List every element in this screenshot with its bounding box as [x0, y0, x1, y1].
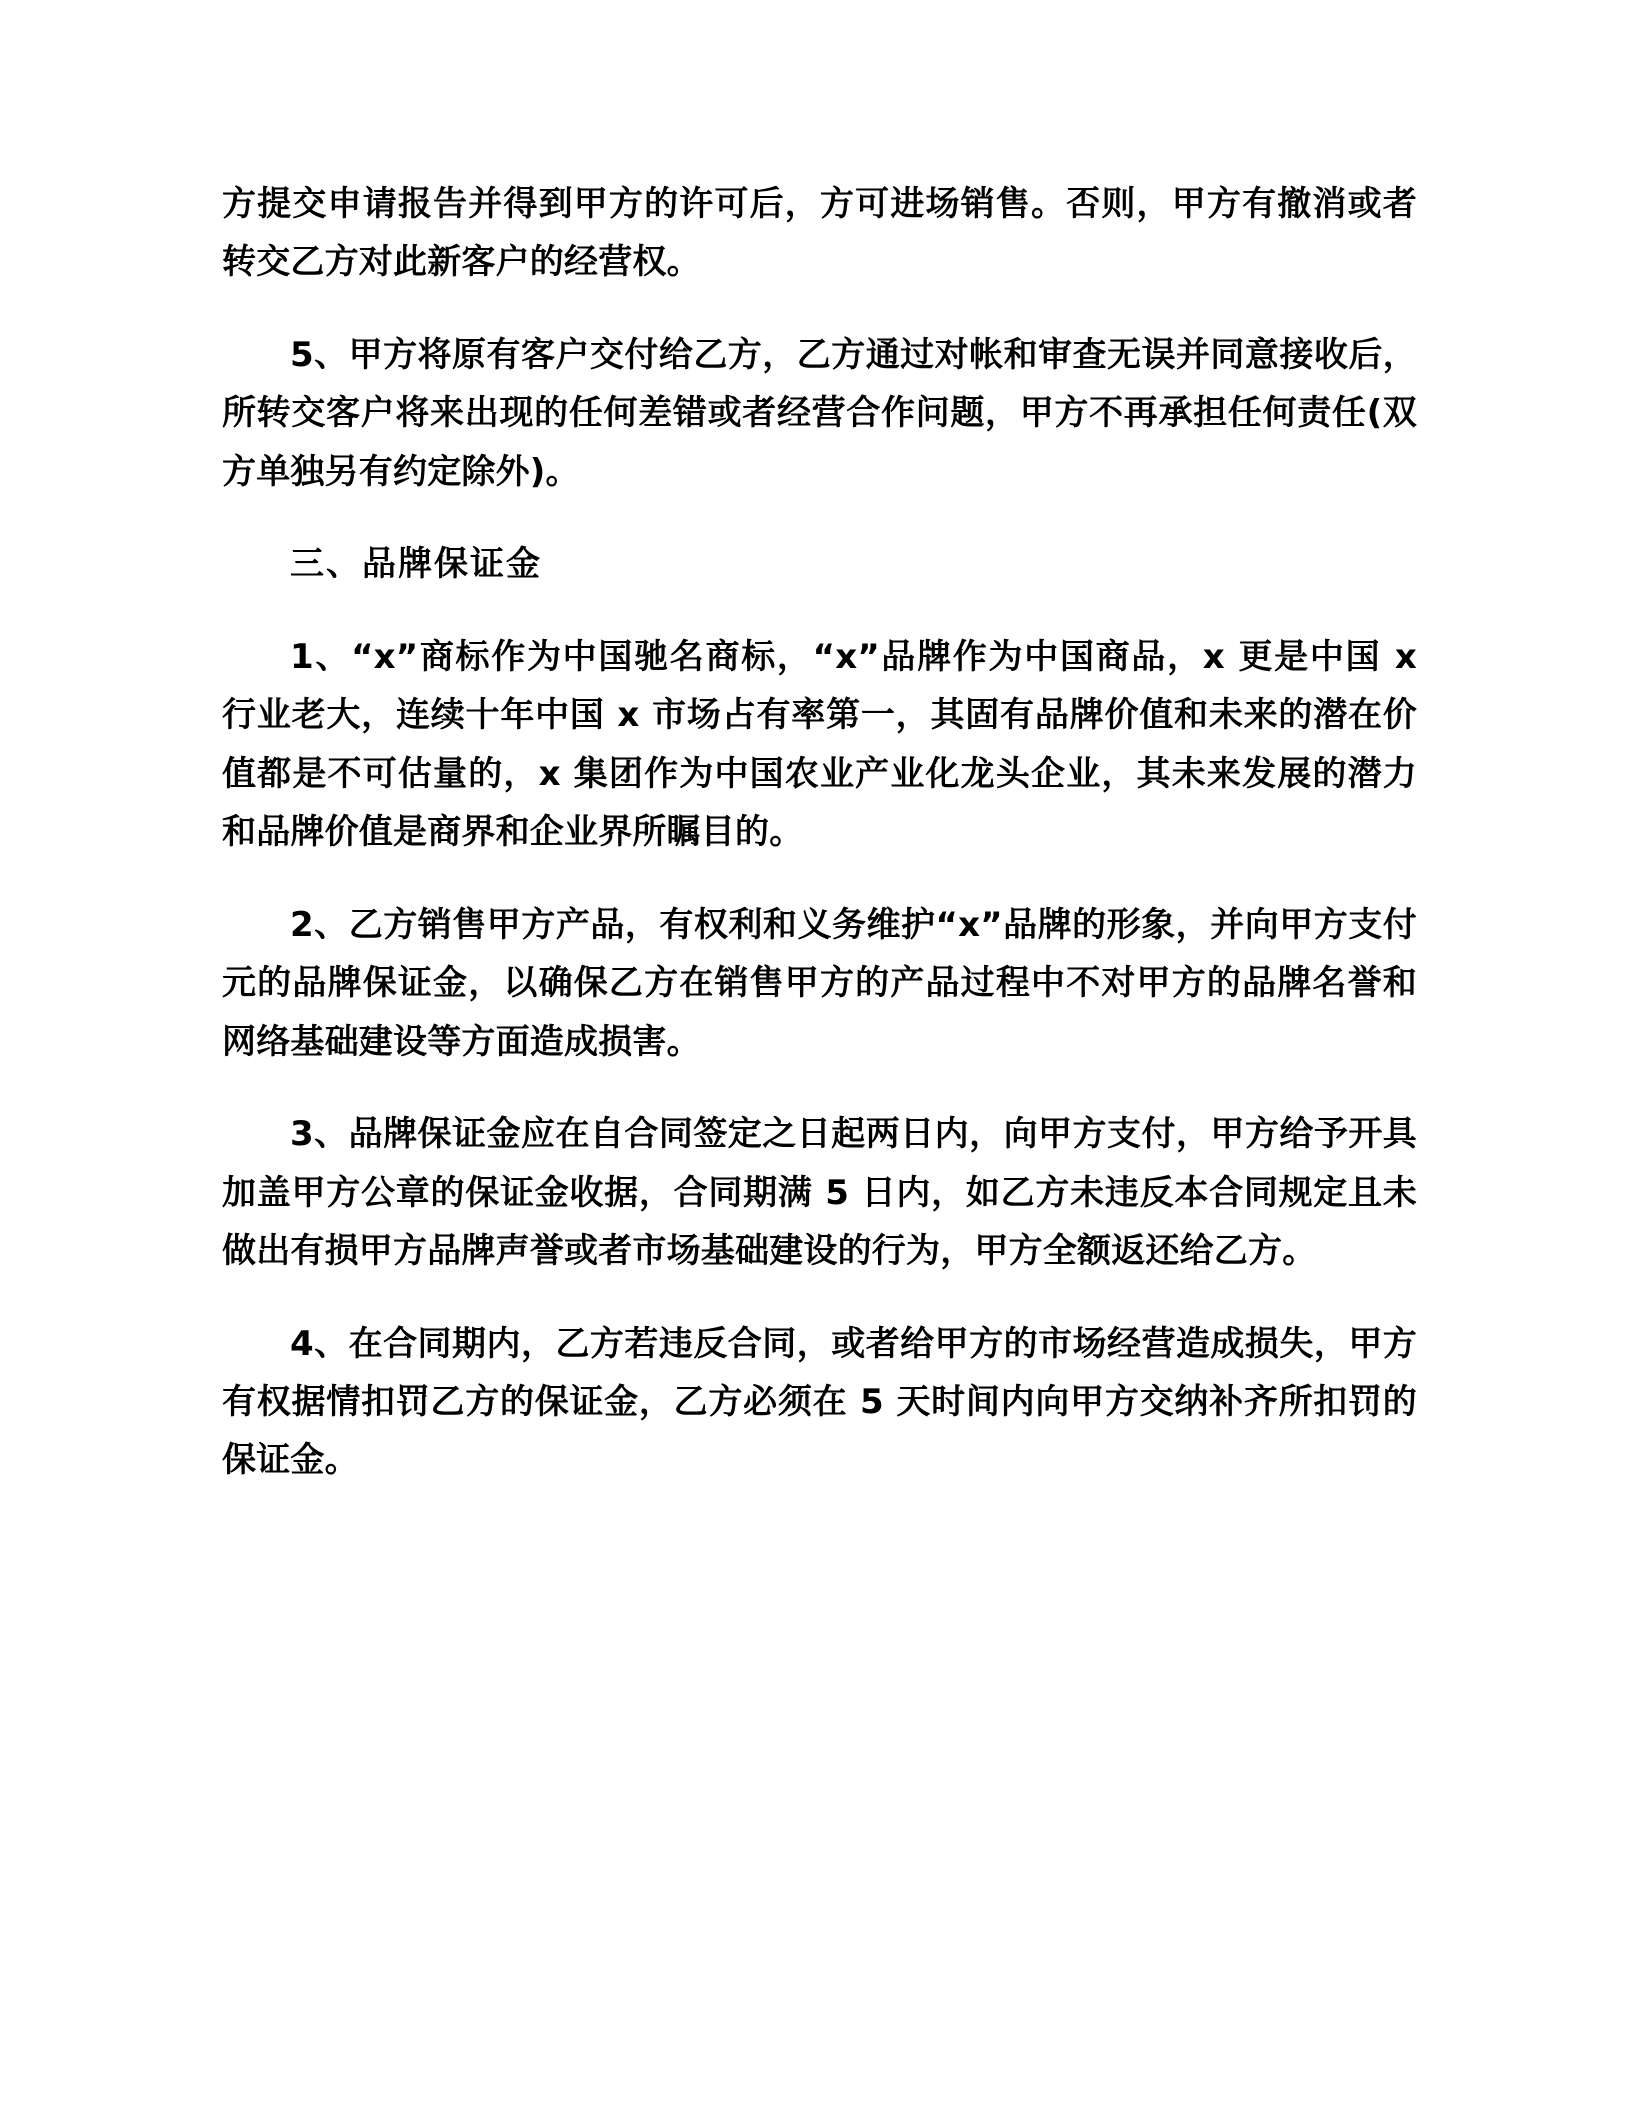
paragraph-item-4: 4、在合同期内，乙方若违反合同，或者给甲方的市场经营造成损失，甲方有权据情扣罚乙方的保证金，乙方必须在 5 天时间内向甲方交纳补齐所扣罚的保证金。: [222, 1323, 1417, 1481]
paragraph-item-5: 5、甲方将原有客户交付给乙方，乙方通过对帐和审查无误并同意接收后，所转交客户将来出现的任何差错或者经营合作问题，甲方不再承担任何责任(双方单独另有约定除外)。: [222, 334, 1417, 492]
paragraph-item-1: 1、“x”商标作为中国驰名商标，“x”品牌作为中国商品，x 更是中国 x 行业老大，连续十年中国 x 市场占有率第一，其固有品牌价值和未来的潜在价值都是不可估量的，x 集团作为中国农业产业化龙头企业，其未来发展的潜力和品牌价值是商界和企业界所瞩目的。: [222, 636, 1417, 853]
document-body: [222, 175, 1417, 1490]
paragraph-continued: 方提交申请报告并得到甲方的许可后，方可进场销售。否则，甲方有撤消或者转交乙方对此新客户的经营权。: [222, 184, 1417, 283]
paragraph-item-2: 2、乙方销售甲方产品，有权利和义务维护“x”品牌的形象，并向甲方支付元的品牌保证金，以确保乙方在销售甲方的产品过程中不对甲方的品牌名誉和网络基础建设等方面造成损害。: [222, 904, 1417, 1062]
section-heading-brand-deposit: 三、品牌保证金: [290, 544, 542, 585]
paragraph-item-3: 3、品牌保证金应在自合同签定之日起两日内，向甲方支付，甲方给予开具加盖甲方公章的保证金收据，合同期满 5 日内，如乙方未违反本合同规定且未做出有损甲方品牌声誉或者市场基础建设的行为，甲方全额返还给乙方。: [222, 1114, 1417, 1272]
